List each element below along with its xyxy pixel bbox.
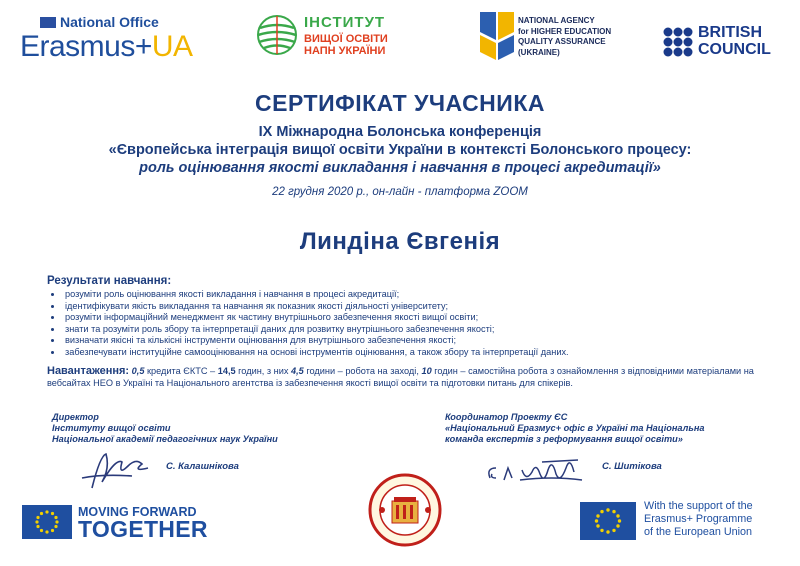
moving-forward-together-logo <box>22 505 232 543</box>
workload-text-3: години – робота на заході, <box>303 366 422 376</box>
british-council-text <box>698 24 771 58</box>
workload-text-1: кредита ЄКТС – <box>144 366 218 376</box>
signatory-right-line1: Координатор Проекту ЄС <box>445 412 568 422</box>
eu-flag-icon <box>580 502 636 540</box>
learning-outcome-item: • забезпечувати інституційне самооцінювання на основі інструментів оцінювання, а також збору та інтерпретації даних. <box>63 347 569 359</box>
naqa-logo-text <box>518 16 628 58</box>
institute-higher-education-logo <box>256 14 416 64</box>
eu-support-line3: of the European Union <box>644 526 753 538</box>
institute-globe-icon <box>256 14 298 56</box>
learning-outcomes-list <box>45 289 569 359</box>
erasmus-plus-ua-logo <box>20 14 210 64</box>
signatory-right-line3: команда експертів з реформування вищої освіти» <box>445 434 683 444</box>
erasmus-national-office-label: National Office <box>60 14 159 30</box>
participant-name: Линдіна Євгенія <box>299 228 501 255</box>
workload-credits: 0,5 <box>131 366 145 376</box>
university-seal-icon <box>368 471 442 549</box>
eu-support-logo <box>580 500 785 544</box>
signatory-left-title <box>52 412 352 445</box>
conference-date-place: 22 грудня 2020 р., он-лайн - платформа ZOOM <box>272 186 528 198</box>
erasmus-wordmark <box>20 30 193 64</box>
learning-outcome-item: • визначати якісні та кількісні інструменти оцінювання для внутрішнього забезпечення якості; <box>63 335 569 347</box>
naqa-line1: NATIONAL AGENCY <box>518 16 595 25</box>
signature-right-scribble <box>482 450 592 492</box>
erasmus-wordmark-text: Erasmus+ <box>20 30 152 63</box>
signatory-left-line2: Інституту вищої освіти <box>52 423 171 433</box>
eu-flag-icon <box>40 17 56 28</box>
conference-title-line2: «Європейська інтеграція вищої освіти України в контексті Болонського процесу: <box>108 142 692 158</box>
bc-line2: COUNCIL <box>698 41 771 58</box>
signatory-right-title <box>445 412 745 445</box>
workload-paragraph <box>47 366 759 389</box>
erasmus-ua-text: UA <box>151 30 193 63</box>
signatory-left-line3: Національної академії педагогічних наук України <box>52 434 278 444</box>
naqa-logo <box>478 10 628 70</box>
mft-line1: MOVING FORWARD <box>78 505 197 519</box>
workload-hours-total: 14,5 <box>217 366 236 376</box>
institute-logo-line2: ВИЩОЇ ОСВІТИ <box>304 33 388 45</box>
institute-logo-line1: ІНСТИТУТ <box>304 14 386 31</box>
learning-outcomes-title: Результати навчання: <box>47 275 172 287</box>
bc-line1: BRITISH <box>698 24 762 41</box>
workload-label: Навантаження: <box>47 365 130 377</box>
workload-text-2: годин, з них <box>235 366 292 376</box>
learning-outcome-item: • розуміти інформаційний менеджмент як частину внутрішнього забезпечення якості вищої освіти; <box>63 312 569 324</box>
signatory-right-line2: «Національний Еразмус+ офіс в Україні та Національна <box>445 423 705 433</box>
learning-outcome-item: • розуміти роль оцінювання якості викладання і навчання в процесі акредитації; <box>63 289 569 301</box>
workload-hours-self: 10 <box>421 366 432 376</box>
signatory-right-name: С. Шитікова <box>602 461 662 472</box>
institute-logo-line3: НАПН УКРАЇНИ <box>304 45 386 57</box>
signature-left-scribble <box>72 448 160 496</box>
naqa-emblem-icon <box>478 10 516 62</box>
eu-support-line2: Erasmus+ Programme <box>644 513 753 525</box>
signatory-left-line1: Директор <box>52 412 99 422</box>
naqa-line4: (UKRAINE) <box>518 47 560 57</box>
conference-title-line1: IX Міжнародна Болонська конференція <box>258 124 542 140</box>
british-council-logo <box>662 22 782 62</box>
learning-outcome-item: • знати та розуміти роль збору та інтерпретації даних для розвитку внутрішнього забезпечення якості; <box>63 324 569 336</box>
workload-hours-event: 4,5 <box>291 366 304 376</box>
certificate-title: СЕРТИФІКАТ УЧАСНИКА <box>255 90 545 116</box>
british-council-dots-icon <box>662 26 694 58</box>
mft-line2: TOGETHER <box>78 516 208 542</box>
eu-support-text <box>644 500 753 539</box>
naqa-line3: QUALITY ASSURANCE <box>518 37 606 46</box>
workload-text-4: годин – самостійна робота з ознайомлення з відповідними матеріалами на вебсайтах НЕО в Україні та Національного агентства із забезпечення якості вищої освіти та підготовки питань для спікерів. <box>47 366 754 388</box>
conference-title-line3: роль оцінювання якості викладання і навчання в процесі акредитації» <box>139 160 661 176</box>
signatory-left-name: С. Калашнікова <box>166 461 239 472</box>
eu-flag-icon <box>22 505 72 539</box>
eu-support-line1: With the support of the <box>644 500 753 512</box>
naqa-line2: for HIGHER EDUCATION <box>518 26 612 36</box>
learning-outcome-item: • ідентифікувати якість викладання та навчання як показник якості діяльності університету; <box>63 301 569 313</box>
